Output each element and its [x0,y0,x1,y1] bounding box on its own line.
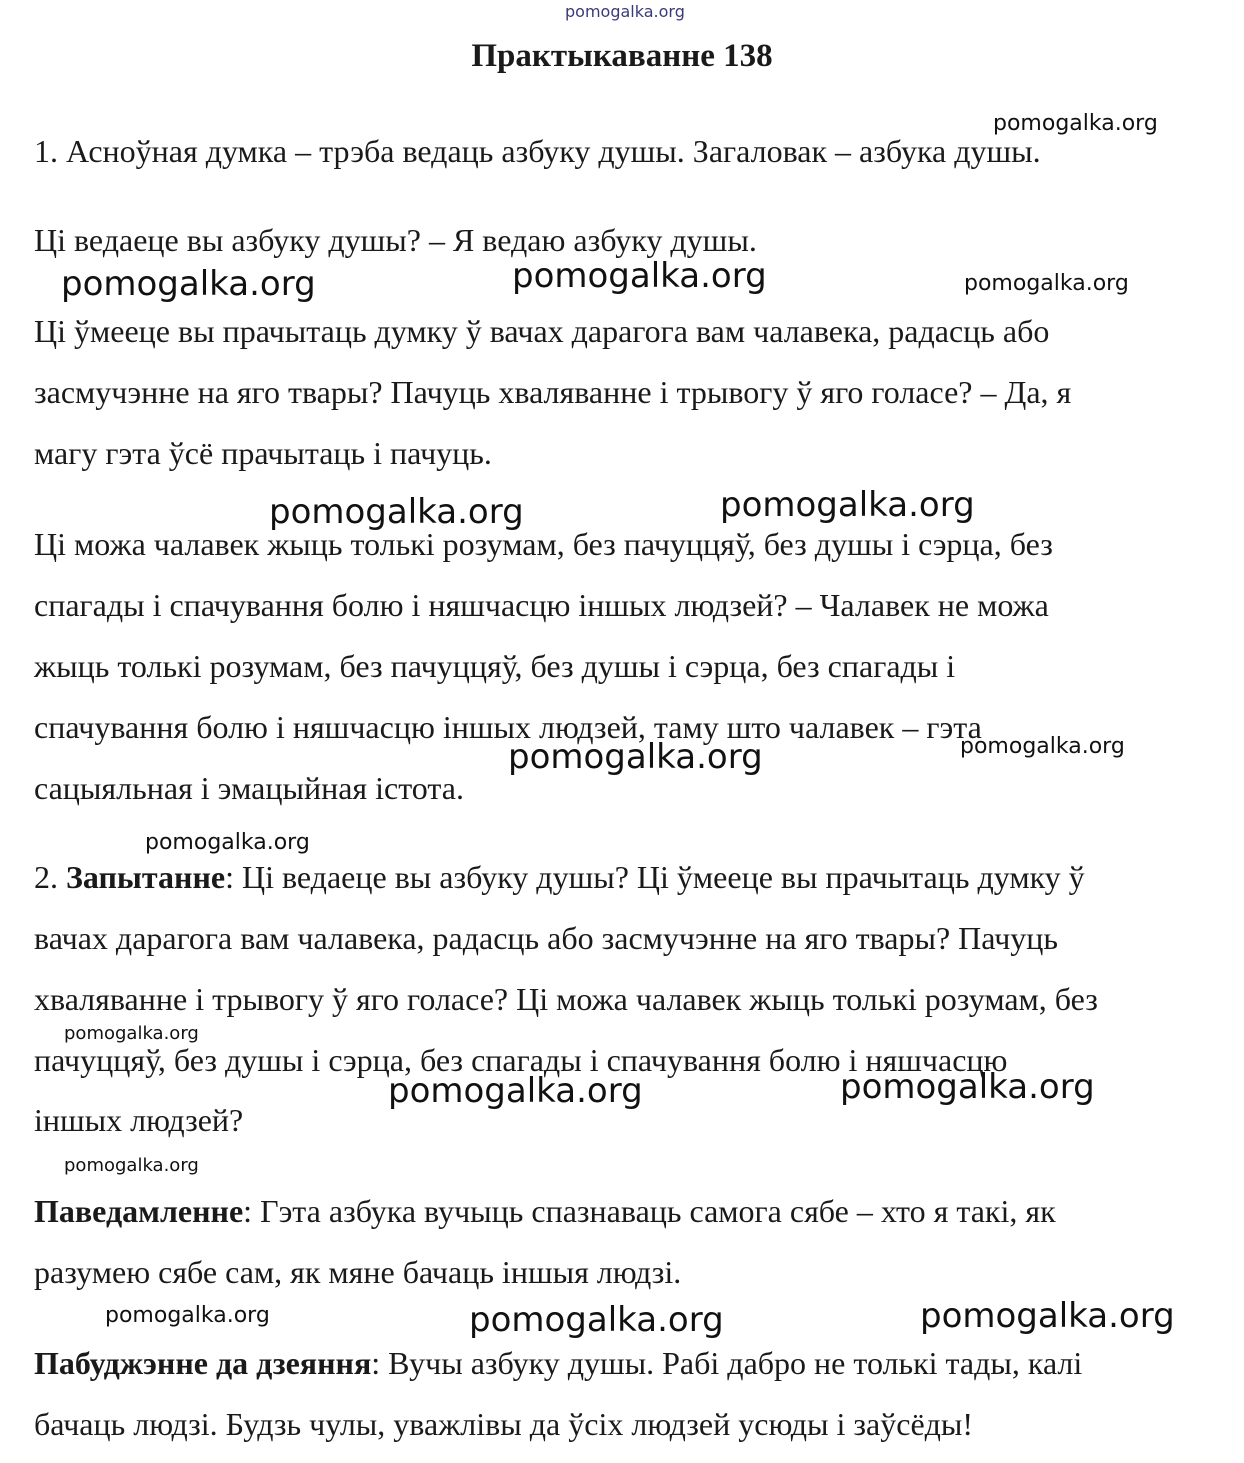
watermark: pomogalka.org [269,492,524,532]
text-line-2: Ці ведаеце вы азбуку душы? – Я ведаю азбуку душы. [34,222,757,258]
text-line-4: засмучэнне на яго твары? Пачуць хваляванне і трывогу ў яго голасе? – Да, я [34,374,1072,410]
text-line-3: Ці ўмееце вы прачытаць думку ў вачах дарагога вам чалавека, радасць або [34,313,1050,349]
text-line-6: Ці можа чалавек жыць толькі розумам, без пачуццяў, без душы і сэрца, без [34,526,1053,562]
site-watermark-top[interactable]: pomogalka.org [565,2,685,21]
watermark: pomogalka.org [960,734,1125,759]
label-message: Паведамленне [34,1193,244,1229]
message-text: : Гэта азбука вучыць спазнаваць самога сябе – хто я такі, як [243,1193,1056,1229]
watermark: pomogalka.org [512,256,767,296]
page-title: Практыкаванне 138 [471,38,773,74]
question-text: : Ці ведаеце вы азбуку душы? Ці ўмееце вы прачытаць думку ў [225,859,1085,895]
watermark: pomogalka.org [993,111,1158,136]
watermark: pomogalka.org [105,1303,270,1328]
watermark: pomogalka.org [920,1296,1175,1336]
text-line-8: жыць толькі розумам, без пачуццяў, без душы і сэрца, без спагады і [34,648,956,684]
text-line-11 [34,857,1085,897]
text-line-14: пачуццяў, без душы і сэрца, без спагады і спачування болю і няшчасцю [34,1042,1008,1078]
text-line-16 [34,1191,1056,1231]
text-line-12: вачах дарагога вам чалавека, радасць або засмучэнне на яго твары? Пачуць [34,920,1058,956]
watermark: pomogalka.org [64,1155,199,1176]
text-line-19: бачаць людзі. Будзь чулы, уважлівы да ўсіх людзей усюды і заўсёды! [34,1406,974,1442]
text-line-17: разумею сябе сам, як мяне бачаць іншыя людзі. [34,1254,682,1290]
watermark: pomogalka.org [64,1023,199,1044]
text-line-10: сацыяльная і эмацыйная істота. [34,770,464,806]
text-line-7: спагады і спачування болю і няшчасцю іншых людзей? – Чалавек не можа [34,587,1049,623]
watermark: pomogalka.org [388,1071,643,1111]
watermark: pomogalka.org [840,1067,1095,1107]
item-number: 2. [34,859,66,895]
label-question: Запытанне [66,859,226,895]
watermark: pomogalka.org [469,1300,724,1340]
watermark: pomogalka.org [145,830,310,855]
watermark: pomogalka.org [508,737,763,777]
text-line-13: хваляванне і трывогу ў яго голасе? Ці можа чалавек жыць толькі розумам, без [34,981,1098,1017]
text-line-9: спачування болю і няшчасцю іншых людзей, таму што чалавек – гэта [34,709,982,745]
watermark: pomogalka.org [720,485,975,525]
label-call-to-action: Пабуджэнне да дзеяння [34,1345,372,1381]
text-line-5: магу гэта ўсё прачытаць і пачуць. [34,435,492,471]
call-to-action-text: : Вучы азбуку душы. Рабі дабро не толькі тады, калі [371,1345,1083,1381]
text-line-15: іншых людзей? [34,1102,244,1138]
text-line-18 [34,1343,1082,1383]
text-line-1: 1. Асноўная думка – трэба ведаць азбуку душы. Загаловак – азбука душы. [34,133,1041,169]
watermark: pomogalka.org [964,271,1129,296]
watermark: pomogalka.org [61,264,316,304]
